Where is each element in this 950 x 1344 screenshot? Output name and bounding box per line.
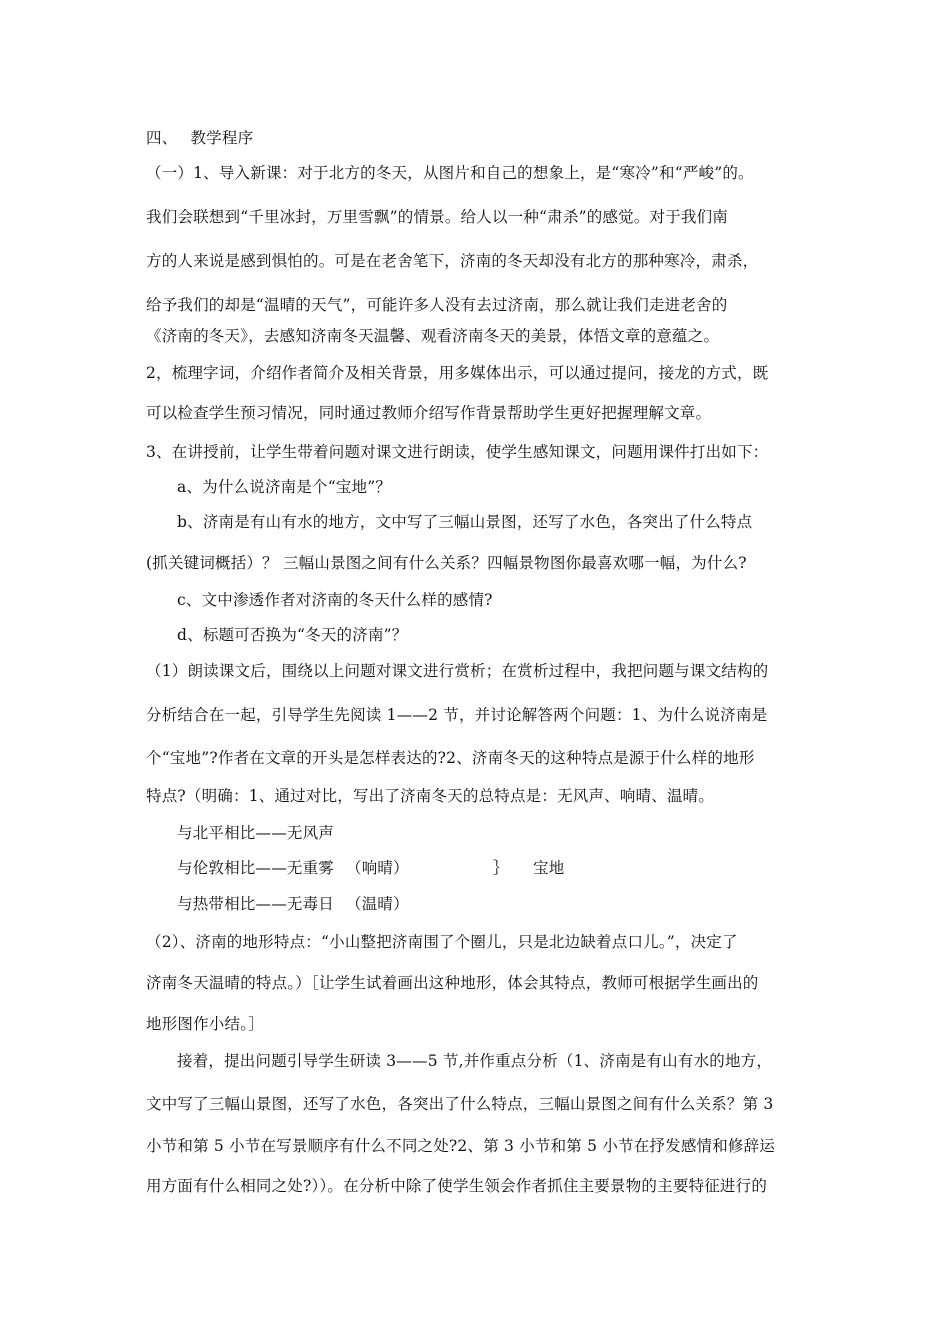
- question-line: d、标题可否换为“冬天的济南”？: [177, 626, 408, 644]
- text-line: 方的人来说是感到惧怕的。可是在老舍笔下，济南的冬天却没有北方的那种寒冷，肃杀，: [146, 252, 759, 270]
- comparison-line: 与伦敦相比——无重雾: [177, 859, 335, 877]
- comparison-line: 与热带相比——无毒日: [177, 895, 335, 913]
- comparison-conclusion: 宝地: [533, 859, 565, 877]
- question-line: a、为什么说济南是个“宝地”？: [177, 478, 392, 496]
- comparison-note: （温晴）: [346, 895, 409, 913]
- text-line: 个“宝地”?作者在文章的开头是怎样表达的?2、济南冬天的这种特点是源于什么样的地形: [146, 749, 755, 767]
- text-line: 《济南的冬天》，去感知济南冬天温馨、观看济南冬天的美景，体悟文章的意蕴之。: [146, 327, 720, 345]
- question-line: b、济南是有山有水的地方，文中写了三幅山景图，还写了水色，各突出了什么特点: [177, 513, 753, 531]
- section-heading: 四、 教学程序: [146, 129, 254, 147]
- comparison-note: （响晴）: [346, 859, 409, 877]
- text-line: 特点?（明确：1、通过对比，写出了济南冬天的总特点是：无风声、响晴、温晴。: [146, 787, 715, 805]
- text-line: 地形图作小结。］: [146, 1015, 264, 1033]
- text-line: 用方面有什么相同之处?））。在分析中除了使学生领会作者抓住主要景物的主要特征进行的: [146, 1177, 768, 1195]
- text-line: 接着，提出问题引导学生研读 3——5 节,并作重点分析（1、济南是有山有水的地方，: [177, 1052, 773, 1070]
- text-line: 给予我们的却是“温晴的天气”，可能许多人没有去过济南，那么就让我们走进老舍的: [146, 296, 728, 314]
- comparison-line: 与北平相比——无风声: [177, 824, 335, 842]
- brace-symbol: ｝: [493, 859, 509, 877]
- text-line: 可以检查学生预习情况，同时通过教师介绍写作背景帮助学生更好把握理解文章。: [146, 404, 712, 422]
- text-line: (抓关键词概括）？ 三幅山景图之间有什么关系？四幅景物图你最喜欢哪一幅，为什么?: [146, 554, 747, 572]
- text-line: 文中写了三幅山景图，还写了水色，各突出了什么特点，三幅山景图之间有什么关系？第 3: [146, 1095, 774, 1113]
- question-line: c、文中渗透作者对济南的冬天什么样的感情?: [177, 591, 493, 609]
- text-line: （一）1、导入新课：对于北方的冬天，从图片和自己的想象上，是“寒冷”和“严峻”的。: [146, 164, 754, 182]
- text-line: 3、在讲授前，让学生带着问题对课文进行朗读，使学生感知课文，问题用课件打出如下：: [146, 443, 769, 461]
- text-line: （2）、济南的地形特点：“小山整把济南围了个圈儿，只是北边缺着点口儿。”，决定了: [146, 933, 738, 951]
- text-line: 分析结合在一起，引导学生先阅读 1——2 节，并讨论解答两个问题：1、为什么说济南是: [146, 706, 768, 724]
- text-line: （1）朗读课文后，围绕以上问题对课文进行赏析；在赏析过程中，我把问题与课文结构的: [146, 662, 769, 680]
- text-line: 2，梳理字词，介绍作者简介及相关背景，用多媒体出示，可以通过提问，接龙的方式，既: [146, 364, 769, 382]
- text-line: 我们会联想到“千里冰封，万里雪飘”的情景。给人以一种“肃杀”的感觉。对于我们南: [146, 208, 728, 226]
- text-line: 济南冬天温晴的特点。）［让学生试着画出这种地形，体会其特点，教师可根据学生画出的: [146, 974, 759, 992]
- text-line: 小节和第 5 小节在写景顺序有什么不同之处?2、第 3 小节和第 5 小节在抒发感情和修辞运: [146, 1137, 776, 1155]
